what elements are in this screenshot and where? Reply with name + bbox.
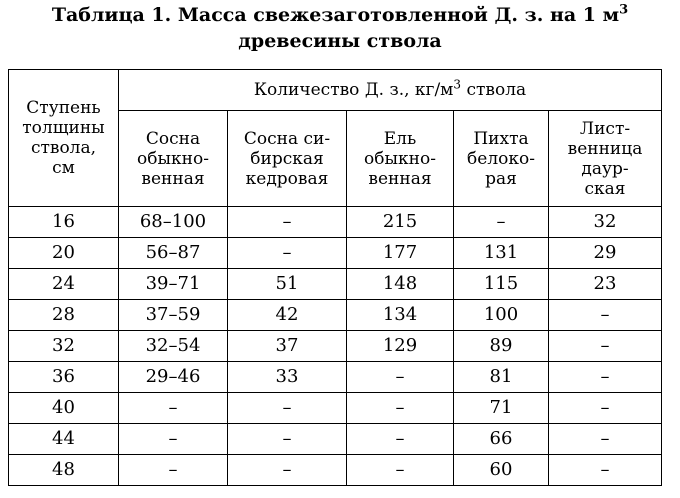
table-cell: –	[549, 393, 662, 424]
header-cell-stupen: Ступень толщины ствола, см	[9, 70, 119, 207]
table-cell: –	[347, 362, 454, 393]
table-cell: –	[119, 393, 228, 424]
table-cell: 115	[454, 269, 549, 300]
caption-line-1-superscript: 3	[619, 2, 629, 18]
table-body	[9, 207, 662, 486]
table-row	[9, 300, 662, 331]
table-row	[9, 331, 662, 362]
header-cell-species: Лист- венница даур- ская	[549, 111, 662, 207]
table-cell: 16	[9, 207, 119, 238]
group-header-superscript: 3	[453, 77, 462, 92]
group-header-text: Количество Д. з., кг/м	[253, 80, 454, 100]
table-cell: 39–71	[119, 269, 228, 300]
table-row	[9, 207, 662, 238]
table-cell: 71	[454, 393, 549, 424]
table-cell: –	[228, 393, 347, 424]
table-cell: 37	[228, 331, 347, 362]
table-cell: 100	[454, 300, 549, 331]
table-row	[9, 424, 662, 455]
table-cell: 36	[9, 362, 119, 393]
table-cell: 32	[9, 331, 119, 362]
table-cell: –	[119, 455, 228, 486]
table-cell: 32	[549, 207, 662, 238]
header-cell-species: Сосна обыкно- венная	[119, 111, 228, 207]
caption-line-1-text: Таблица 1. Масса свежезаготовленной Д. з. на 1 м	[51, 4, 620, 26]
table-cell: 89	[454, 331, 549, 362]
table-cell: 24	[9, 269, 119, 300]
table-caption	[0, 2, 680, 54]
table-cell: –	[454, 207, 549, 238]
group-header-tail: ствола	[461, 80, 527, 100]
table-cell: 51	[228, 269, 347, 300]
table-cell: 81	[454, 362, 549, 393]
caption-line-2: древесины ствола	[238, 30, 442, 52]
table-cell: 20	[9, 238, 119, 269]
header-row-group	[9, 70, 662, 111]
caption-line-1	[0, 2, 680, 28]
header-cell-species: Пихта белоко- рая	[454, 111, 549, 207]
table-cell: –	[347, 393, 454, 424]
table-row	[9, 455, 662, 486]
table-cell: 148	[347, 269, 454, 300]
table-cell: –	[549, 331, 662, 362]
table-row	[9, 362, 662, 393]
table-row	[9, 393, 662, 424]
header-cell-species: Сосна си- бирская кедровая	[228, 111, 347, 207]
table-cell: –	[228, 424, 347, 455]
data-table	[8, 69, 662, 486]
table-cell: –	[347, 424, 454, 455]
table-cell: 32–54	[119, 331, 228, 362]
table-cell: –	[228, 238, 347, 269]
table-cell: –	[228, 455, 347, 486]
table-cell: 66	[454, 424, 549, 455]
table-cell: 29–46	[119, 362, 228, 393]
table-cell: 177	[347, 238, 454, 269]
table-cell: 29	[549, 238, 662, 269]
table-cell: –	[347, 455, 454, 486]
table-cell: –	[549, 362, 662, 393]
table-cell: 23	[549, 269, 662, 300]
table-cell: 60	[454, 455, 549, 486]
table-row	[9, 269, 662, 300]
table-cell: –	[549, 455, 662, 486]
table-cell: –	[549, 300, 662, 331]
table-cell: 44	[9, 424, 119, 455]
table-cell: –	[228, 207, 347, 238]
table-header	[9, 70, 662, 207]
table-row	[9, 238, 662, 269]
table-cell: 28	[9, 300, 119, 331]
header-cell-group	[119, 70, 662, 111]
table-cell: 56–87	[119, 238, 228, 269]
table-cell: 33	[228, 362, 347, 393]
table-cell: 40	[9, 393, 119, 424]
table-cell: –	[119, 424, 228, 455]
table-cell: 37–59	[119, 300, 228, 331]
header-cell-species: Ель обыкно- венная	[347, 111, 454, 207]
table-cell: 215	[347, 207, 454, 238]
table-cell: 129	[347, 331, 454, 362]
table-cell: –	[549, 424, 662, 455]
table-cell: 68–100	[119, 207, 228, 238]
table-cell: 42	[228, 300, 347, 331]
table-cell: 48	[9, 455, 119, 486]
table-cell: 134	[347, 300, 454, 331]
table-cell: 131	[454, 238, 549, 269]
